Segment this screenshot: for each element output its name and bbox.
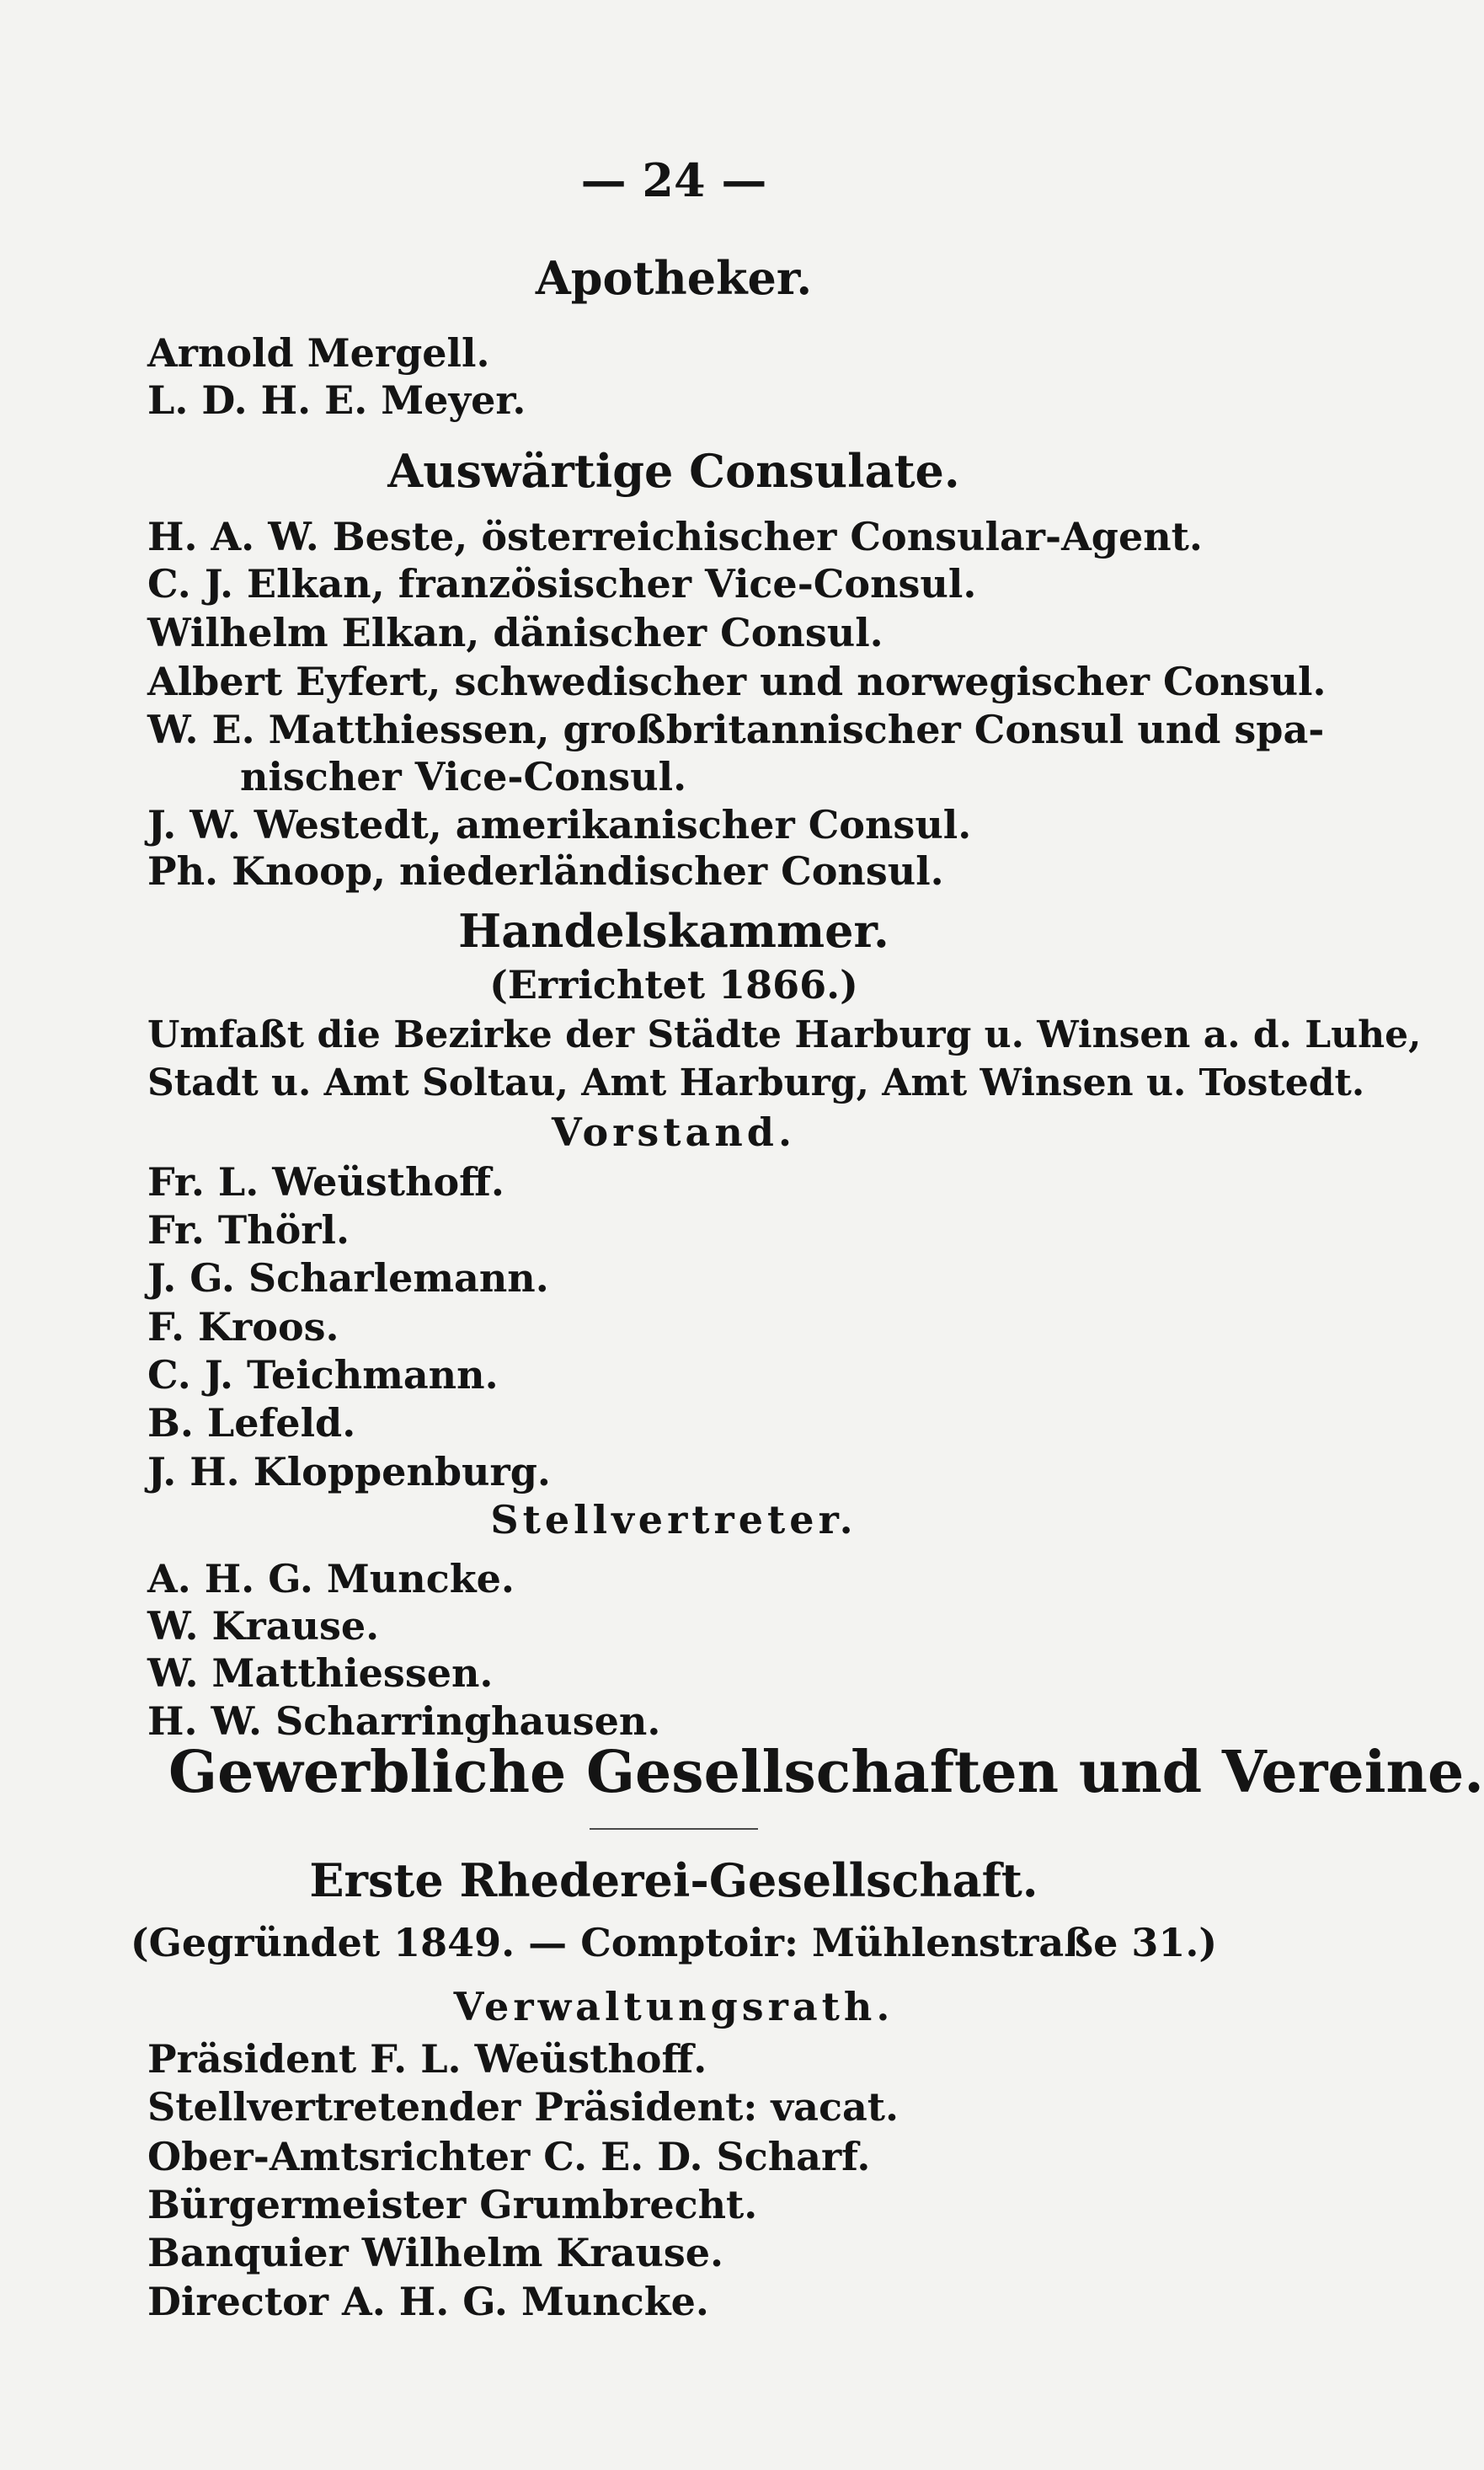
heading-stellvertreter: Stellvertreter. bbox=[490, 1497, 857, 1542]
list-item: Banquier Wilhelm Krause. bbox=[147, 2230, 724, 2275]
list-item: Fr. L. Weüsthoff. bbox=[147, 1159, 504, 1205]
list-item: C. J. Elkan, französischer Vice-Consul. bbox=[147, 561, 977, 607]
page-number: — 24 — bbox=[580, 153, 767, 207]
list-item: Bürgermeister Grumbrecht. bbox=[147, 2182, 758, 2227]
handelskammer-description-1: Umfaßt die Bezirke der Städte Harburg u. Winsen a. d. Luhe, bbox=[147, 1013, 1422, 1056]
list-item: Director A. H. G. Muncke. bbox=[147, 2279, 709, 2324]
heading-apotheker: Apotheker. bbox=[535, 251, 813, 305]
list-item: Wilhelm Elkan, dänischer Consul. bbox=[147, 610, 883, 655]
list-item: C. J. Teichmann. bbox=[147, 1352, 499, 1398]
rhederei-founded: (Gegründet 1849. — Comptoir: Mühlenstraße 31.) bbox=[130, 1920, 1218, 1965]
heading-handelskammer: Handelskammer. bbox=[458, 904, 889, 958]
list-item: J. G. Scharlemann. bbox=[147, 1255, 549, 1301]
list-item: J. W. Westedt, amerikanischer Consul. bbox=[147, 802, 972, 847]
list-item: A. H. G. Muncke. bbox=[147, 1556, 515, 1601]
heading-vorstand: Vorstand. bbox=[552, 1109, 796, 1155]
section-divider bbox=[590, 1828, 758, 1830]
list-item: L. D. H. E. Meyer. bbox=[147, 377, 526, 423]
heading-verwaltungsrath: Verwaltungsrath. bbox=[453, 1984, 894, 2029]
list-item: Ph. Knoop, niederländischer Consul. bbox=[147, 848, 944, 894]
handelskammer-founded: (Errichtet 1866.) bbox=[489, 962, 858, 1008]
list-item: Stellvertretender Präsident: vacat. bbox=[147, 2084, 899, 2130]
list-item: Albert Eyfert, schwedischer und norwegischer Consul. bbox=[147, 659, 1327, 704]
list-item: W. Matthiessen. bbox=[147, 1650, 494, 1696]
list-item: nischer Vice-Consul. bbox=[240, 754, 687, 799]
list-item: Ober-Amtsrichter C. E. D. Scharf. bbox=[147, 2134, 871, 2179]
handelskammer-description-2: Stadt u. Amt Soltau, Amt Harburg, Amt Winsen u. Tostedt. bbox=[147, 1061, 1365, 1104]
section-title: Gewerbliche Gesellschaften und Vereine. bbox=[168, 1739, 1484, 1806]
list-item: H. A. W. Beste, österreichischer Consular-Agent. bbox=[147, 514, 1203, 559]
list-item: Arnold Mergell. bbox=[147, 330, 490, 376]
list-item: W. Krause. bbox=[147, 1603, 380, 1649]
list-item: F. Kroos. bbox=[147, 1304, 339, 1350]
heading-consulate: Auswärtige Consulate. bbox=[387, 444, 960, 498]
list-item: B. Lefeld. bbox=[147, 1400, 356, 1446]
heading-rhederei: Erste Rhederei-Gesellschaft. bbox=[309, 1853, 1038, 1907]
list-item: W. E. Matthiessen, großbritannischer Consul und spa- bbox=[147, 707, 1325, 752]
list-item: Präsident F. L. Weüsthoff. bbox=[147, 2036, 707, 2082]
list-item: Fr. Thörl. bbox=[147, 1207, 350, 1253]
list-item: J. H. Kloppenburg. bbox=[147, 1449, 551, 1494]
list-item: H. W. Scharringhausen. bbox=[147, 1698, 661, 1744]
